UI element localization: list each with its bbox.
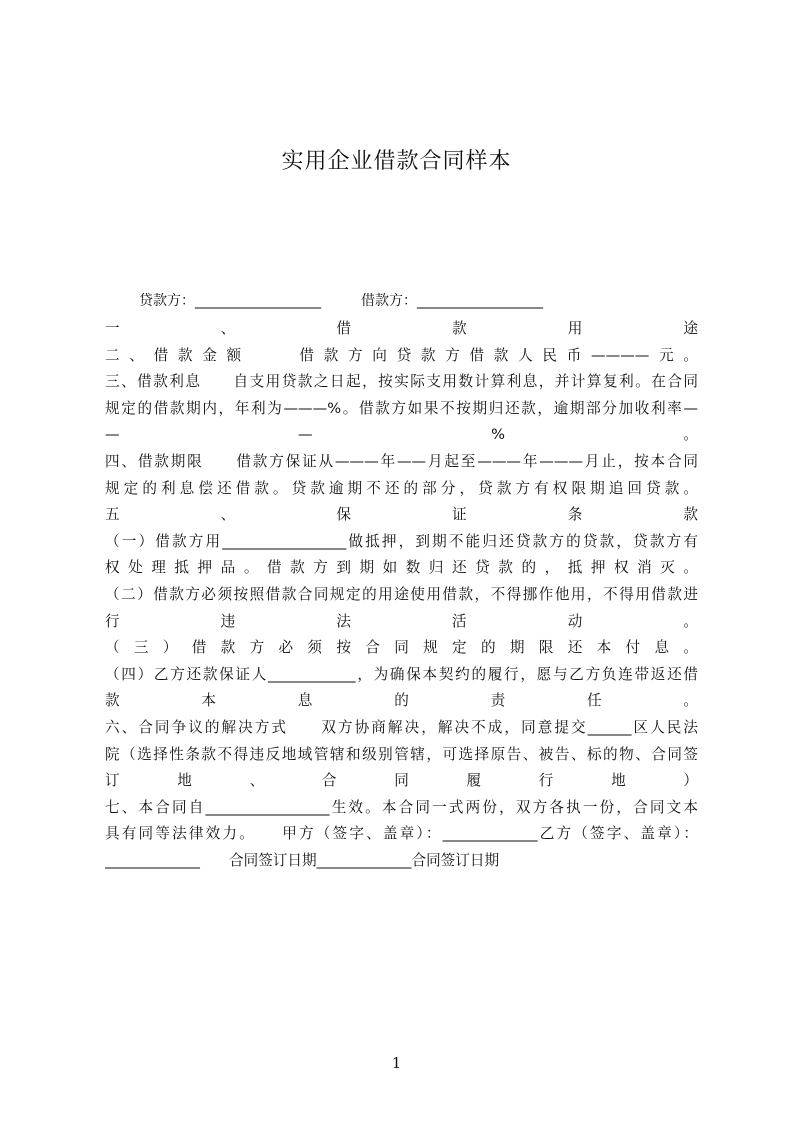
signature-line: 具有同等法律效力。 甲方（签字、盖章）：_____________乙方（签字、盖章）： [105, 825, 698, 843]
clause-5-heading: 五 、 保 证 条 款 [105, 506, 698, 524]
page-title: 实用企业借款合同样本 [281, 149, 512, 174]
lender-field: 贷款方：__________________ [139, 293, 321, 309]
parties-line [139, 290, 543, 310]
clause-5-2-cont: 行 违 法 活 动 。 [105, 612, 698, 630]
clause-5-2: （二）借款方必须按照借款合同规定的用途使用借款，不得挪作他用，不得用借款进 [105, 585, 698, 603]
clause-4-term-cont: 规定的利息偿还借款。贷款逾期不还的部分，贷款方有权限期追回贷款。 [105, 479, 698, 497]
clause-5-3: （三）借款方必须按合同规定的期限还本付息。 [105, 639, 698, 657]
contract-body [105, 316, 698, 874]
clause-7-effect: 七、本合同自_________________生效。本合同一式两份，双方各执一份，合同文本 [105, 798, 698, 816]
clause-6-dispute-cont: 院（选择性条款不得违反地域管辖和级别管辖，可选择原告、被告、标的物、合同签 [105, 745, 698, 763]
clause-1-heading: 一 、 借 款 用 途 [105, 320, 698, 337]
clause-5-4-cont: 款 本 息 的 责 任 。 [105, 692, 698, 710]
clause-6-dispute: 六、合同争议的解决方式 双方协商解决，解决不成，同意提交______区人民法 [105, 718, 698, 736]
clause-5-4: （四）乙方还款保证人____________，为确保本契约的履行，愿与乙方负连带返还借 [105, 665, 698, 683]
clause-5-1: （一）借款方用_________________做抵押，到期不能归还贷款方的贷款，贷款方有 [105, 532, 698, 550]
clause-5-1-cont: 权处理抵押品。借款方到期如数归还贷款的，抵押权消灭。 [105, 559, 698, 577]
clause-3-interest-end: — — % 。 [105, 426, 698, 444]
clause-4-term: 四、借款期限 借款方保证从———年——月起至———年———月止，按本合同 [105, 452, 698, 470]
clause-2-amount: 二、借款金额 借款方向贷款方借款人民币————元。 [105, 346, 698, 364]
clause-3-interest: 三、借款利息 自支用贷款之日起，按实际支用数计算利息，并计算复利。在合同 [105, 373, 698, 391]
clause-6-dispute-end: 订 地 、 合 同 履 行 地 ） [105, 772, 698, 790]
borrower-field: 借款方：__________________ [361, 293, 543, 309]
clause-3-interest-cont: 规定的借款期内，年利为———%。借款方如果不按期归还款，逾期部分加收利率— [105, 399, 698, 417]
page-number: 1 [391, 1054, 402, 1072]
signing-date-line: _____________ 合同签订日期_____________合同签订日期 [105, 851, 500, 869]
